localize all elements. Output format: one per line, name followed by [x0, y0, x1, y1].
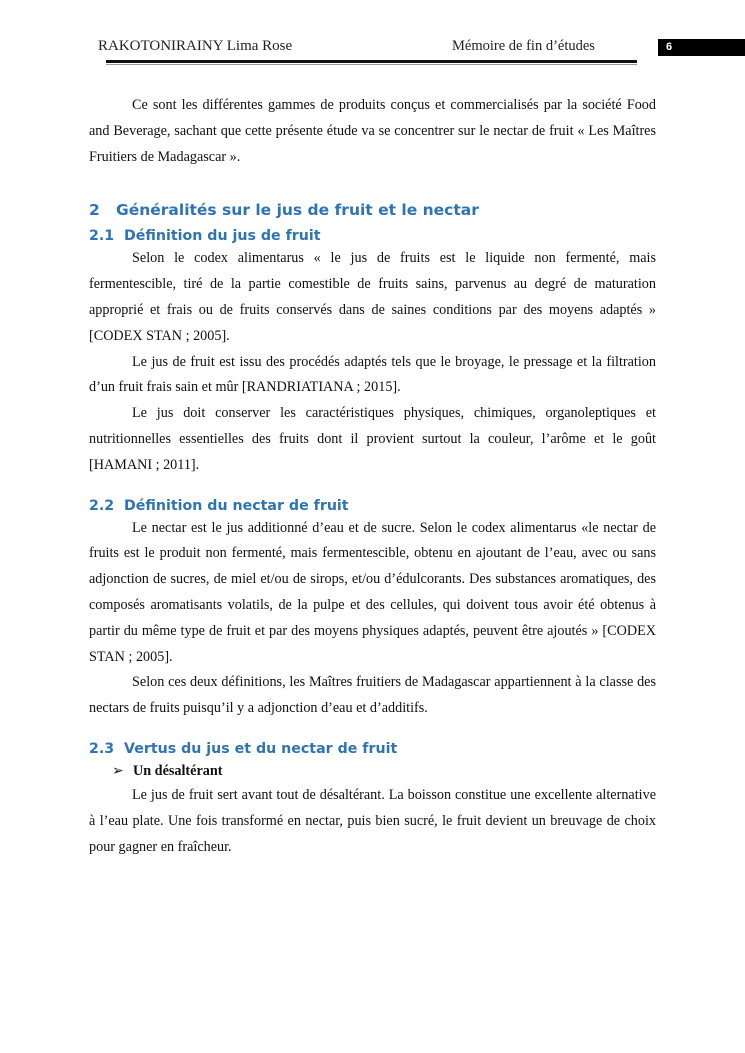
paragraph: Le nectar est le jus additionné d’eau et de sucre. Selon le codex alimentarus «le nectar de fruits est le produit non fermenté, mais fermentescible, obtenu en ajoutant de l’eau, avec ou sans adjonction de sucres, de miel et/ou de sirops, et/ou d’édulcorants. Des substances aromatiques, des composés aromatisants volatils, de la pulpe et des cellules, qui doivent tous avoir été obtenus à partir du même type de fruit et par des moyens physiques adaptés, peuvent être ajoutés » [CODEX STAN ; 2005]. [89, 519, 656, 665]
header-page-number: 6 [658, 39, 745, 56]
header-rule [106, 60, 637, 63]
section-2-heading [89, 199, 656, 221]
section-2-3-number: 2.3 [89, 740, 115, 757]
section-2-2-title: Définition du nectar de fruit [124, 497, 349, 514]
section-2-3-heading [89, 739, 656, 759]
header-rule-shadow [106, 64, 637, 65]
paragraph: Selon le codex alimentarus « le jus de fruits est le liquide non fermenté, mais fermentescible, tiré de la partie comestible de fruits sains, parvenus au degré de maturation approprié et frais ou de fruits conservés dans de saines conditions par des moyens adaptés » [CODEX STAN ; 2005]. [89, 250, 656, 344]
bullet-item [112, 759, 656, 783]
intro-paragraph: Ce sont les différentes gammes de produits conçus et commercialisés par la société Food and Beverage, sachant que cette présente étude va se concentrer sur le nectar de fruit « Les Maîtres Fruitiers de Madagascar ». [89, 97, 656, 165]
section-2-2-number: 2.2 [89, 497, 115, 514]
section-2-number: 2 [89, 201, 100, 220]
section-2-2-heading [89, 496, 656, 516]
section-2-title: Généralités sur le jus de fruit et le nectar [116, 201, 479, 220]
paragraph: Selon ces deux définitions, les Maîtres fruitiers de Madagascar appartiennent à la classe des nectars de fruits puisqu’il y a adjonction d’eau et d’additifs. [89, 674, 656, 717]
bullet-label: Un désaltérant [133, 762, 223, 779]
page-body [89, 93, 656, 860]
section-2-1-title: Définition du jus de fruit [124, 228, 321, 245]
header-author: RAKOTONIRAINY Lima Rose [98, 38, 293, 54]
header-document-title: Mémoire de fin d’études [452, 38, 595, 54]
arrow-bullet-icon: ➢ [112, 762, 124, 779]
paragraph: Le jus de fruit sert avant tout de désaltérant. La boisson constitue une excellente alternative à l’eau plate. Une fois transformé en nectar, puis bien sucré, le fruit devient un breuvage de choix pour gagner en fraîcheur. [89, 786, 656, 855]
paragraph: Le jus de fruit est issu des procédés adaptés tels que le broyage, le pressage et la filtration d’un fruit frais sain et mûr [RANDRIATIANA ; 2015]. [89, 353, 656, 396]
section-2-1-heading [89, 226, 656, 246]
section-2-1-number: 2.1 [89, 228, 115, 245]
paragraph: Le jus doit conserver les caractéristiques physiques, chimiques, organoleptiques et nutritionnelles essentielles des fruits dont il provient surtout la couleur, l’arôme et le goût [HAMANI ; 2011]. [89, 405, 656, 473]
section-2-3-title: Vertus du jus et du nectar de fruit [124, 740, 398, 757]
